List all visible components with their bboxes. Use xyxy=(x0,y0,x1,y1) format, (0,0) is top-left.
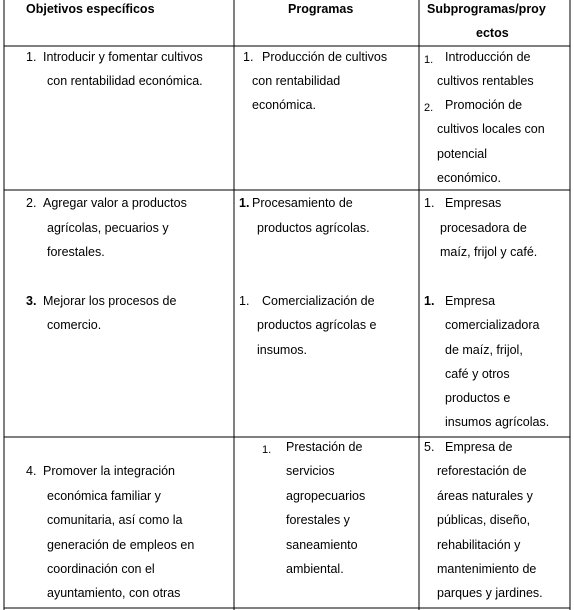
row2-subprogram-b-line: comercializadora xyxy=(445,318,540,332)
row3-subprogram-line: Empresa de xyxy=(445,440,513,454)
row1-subprogram-1-line: cultivos rentables xyxy=(437,74,534,88)
row2-program-a-number: 1. xyxy=(239,196,250,210)
row2-program-b-number: 1. xyxy=(239,294,250,308)
row1-subprogram-2-line: potencial xyxy=(437,147,488,161)
row3-subprogram-number: 5. xyxy=(424,440,435,454)
row3-subprogram-line: parques y jardines. xyxy=(437,586,543,600)
row2-subprogram-a-line: procesadora de xyxy=(440,221,527,235)
header-objetivos: Objetivos específicos xyxy=(26,2,155,16)
header-subprogramas-line2: ectos xyxy=(476,26,509,40)
row3-objective-line: económica familiar y xyxy=(47,489,161,503)
row3-objective-line: coordinación con el xyxy=(47,562,155,576)
row2-program-b-line: Comercialización de xyxy=(262,294,375,308)
row2-subprogram-b-line: de maíz, frijol, xyxy=(445,343,523,357)
row3-program-line: saneamiento xyxy=(286,538,358,552)
row2-subprogram-b-line: productos e xyxy=(445,391,511,405)
row1-objective-line: con rentabilidad económica. xyxy=(47,74,203,88)
row3-objective-line: Promover la integración xyxy=(43,464,176,478)
row2-objective-b-line: comercio. xyxy=(47,318,102,332)
row2-subprogram-a-line: maíz, frijol y café. xyxy=(440,245,538,259)
row2-program-b-line: productos agrícolas e xyxy=(257,318,377,332)
row1-program-line: Producción de cultivos xyxy=(262,50,388,64)
row1-subprogram-2-line: Promoción de xyxy=(445,98,523,112)
row1-program-line: con rentabilidad xyxy=(252,74,341,88)
row2-subprogram-b-line: insumos agrícolas. xyxy=(445,415,550,429)
row1-subprogram-2-number: 2. xyxy=(424,102,434,114)
row3-program-line: agropecuarios xyxy=(286,489,366,503)
row2-objective-a-line: Agregar valor a productos xyxy=(43,196,187,210)
row1-subprogram-1-line: Introducción de xyxy=(445,50,531,64)
row2-subprogram-b-line: café y otros xyxy=(445,367,510,381)
row3-program-line: Prestación de xyxy=(286,440,363,454)
row3-subprogram-line: mantenimiento de xyxy=(437,562,537,576)
row1-program-line: económica. xyxy=(252,98,316,112)
header-subprogramas-line1: Subprogramas/proy xyxy=(427,2,546,16)
row3-program-number: 1. xyxy=(262,444,272,456)
row2-program-a-line: productos agrícolas. xyxy=(257,221,370,235)
row2-objective-b-number: 3. xyxy=(26,294,37,308)
row3-objective-line: comunitaria, así como la xyxy=(47,513,183,527)
row1-subprogram-2-line: económico. xyxy=(437,171,501,185)
row3-objective-number: 4. xyxy=(26,464,37,478)
row2-subprogram-a-number: 1. xyxy=(424,196,435,210)
row2-subprogram-b-number: 1. xyxy=(424,294,435,308)
row3-objective-line: ayuntamiento, con otras xyxy=(47,586,181,600)
row2-program-a-line: Procesamiento de xyxy=(252,196,353,210)
row2-subprogram-a-line: Empresas xyxy=(445,196,502,210)
row2-objective-a-line: agrícolas, pecuarios y xyxy=(47,221,169,235)
row2-objective-b-line: Mejorar los procesos de xyxy=(43,294,177,308)
row2-program-b-line: insumos. xyxy=(257,343,308,357)
row2-objective-a-number: 2. xyxy=(26,196,37,210)
row2-objective-a-line: forestales. xyxy=(47,245,105,259)
row1-objective-number: 1. xyxy=(26,50,37,64)
row3-program-line: servicios xyxy=(286,464,335,478)
row1-objective-line: Introducir y fomentar cultivos xyxy=(43,50,203,64)
header-programas: Programas xyxy=(288,2,354,16)
row1-subprogram-2-line: cultivos locales con xyxy=(437,122,545,136)
row3-objective-line: generación de empleos en xyxy=(47,538,195,552)
row3-subprogram-line: rehabilitación y xyxy=(437,538,521,552)
row3-subprogram-line: áreas naturales y xyxy=(437,489,533,503)
row1-subprogram-1-number: 1. xyxy=(424,54,434,66)
row3-subprogram-line: reforestación de xyxy=(437,464,527,478)
row1-program-number: 1. xyxy=(243,50,254,64)
row3-program-line: forestales y xyxy=(286,513,350,527)
row3-program-line: ambiental. xyxy=(286,562,344,576)
row3-subprogram-line: públicas, diseño, xyxy=(437,513,531,527)
row2-subprogram-b-line: Empresa xyxy=(445,294,496,308)
